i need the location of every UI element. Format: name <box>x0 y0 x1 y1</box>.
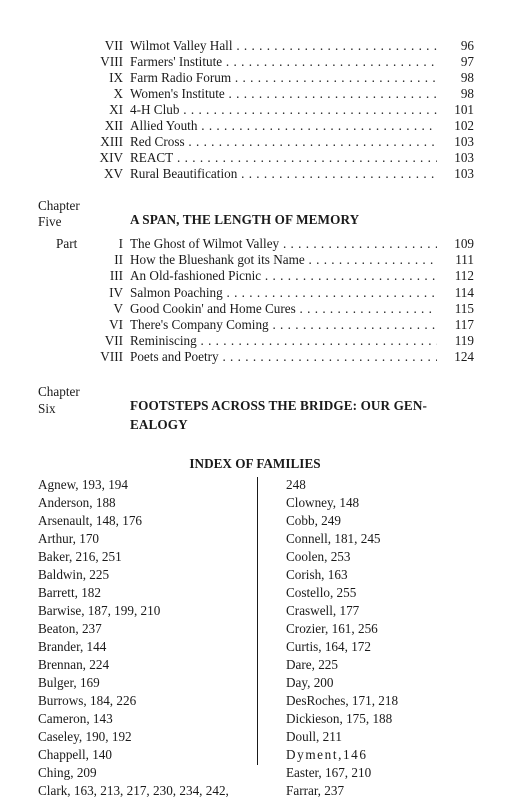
part-number: XIII <box>100 134 123 149</box>
toc-entry <box>0 149 510 166</box>
part-title: Allied Youth . . . <box>130 117 437 134</box>
toc-entry <box>0 300 510 317</box>
part-number: VIII <box>100 54 123 69</box>
part-title: Salmon Poaching . . . <box>130 284 437 301</box>
index-entry: Crozier, 161, 256 <box>286 621 378 636</box>
toc-entry <box>0 332 510 349</box>
part-number: XII <box>104 118 123 133</box>
page-number: 101 <box>454 102 474 117</box>
toc-entry <box>0 69 510 86</box>
part-title: Farm Radio Forum . . . <box>130 69 437 86</box>
page-number: 98 <box>460 70 474 85</box>
index-entry: Cameron, 143 <box>38 711 113 726</box>
index-entry: Dyment,146 <box>286 747 368 762</box>
index-title: INDEX OF FAMILIES <box>189 456 321 471</box>
index-entry: Burrows, 184, 226 <box>38 693 137 708</box>
index-entry: Ching, 209 <box>38 765 97 780</box>
index-entry: Clark, 163, 213, 217, 230, 234, 242, <box>38 783 229 798</box>
index-entry: Costello, 255 <box>286 585 357 600</box>
index-entry: Barwise, 187, 199, 210 <box>38 603 161 618</box>
part-title: 4-H Club . . . <box>130 101 437 118</box>
index-entry: Easter, 167, 210 <box>286 765 372 780</box>
toc-entry <box>0 101 510 118</box>
index-entry: Chappell, 140 <box>38 747 112 762</box>
index-entry: Doull, 211 <box>286 729 342 744</box>
part-title: Women's Institute . . . <box>130 85 437 102</box>
part-title: The Ghost of Wilmot Valley . . . <box>130 235 437 252</box>
page-number: 117 <box>454 317 474 332</box>
index-right-column <box>286 476 398 800</box>
part-number: XIV <box>99 150 123 165</box>
index-entry: Bulger, 169 <box>38 675 100 690</box>
chapter-heading-line1: FOOTSTEPS ACROSS THE BRIDGE: OUR GEN- <box>130 398 427 413</box>
index-entry: Beaton, 237 <box>38 621 102 636</box>
toc-entry <box>0 85 510 102</box>
index-entry: Connell, 181, 245 <box>286 531 381 546</box>
toc-entry <box>0 133 510 150</box>
toc-entry <box>0 117 510 134</box>
part-number: IV <box>109 285 123 300</box>
column-divider <box>257 477 258 765</box>
part-number: VII <box>104 38 123 53</box>
page-number: 112 <box>454 268 474 283</box>
index-entry: Arthur, 170 <box>38 531 100 546</box>
part-title: Rural Beautification . . . <box>130 165 437 182</box>
index-entry: Brander, 144 <box>38 639 107 654</box>
index-entry: Caseley, 190, 192 <box>38 729 132 744</box>
chapter-number: Five <box>38 214 62 229</box>
part-number: VIII <box>100 349 123 364</box>
part-title: Poets and Poetry . . . <box>130 348 437 365</box>
part-number: III <box>109 268 123 283</box>
index-entry: Clowney, 148 <box>286 495 360 510</box>
index-entry: Arsenault, 148, 176 <box>38 513 143 528</box>
page-number: 103 <box>454 166 474 181</box>
toc-entry <box>0 267 510 284</box>
toc-entry <box>0 284 510 301</box>
toc-entry <box>0 348 510 365</box>
part-number: II <box>114 252 123 267</box>
index-entry: Curtis, 164, 172 <box>286 639 371 654</box>
index-entry: Craswell, 177 <box>286 603 360 618</box>
part-title: Red Cross . . . <box>130 133 437 150</box>
page-number: 119 <box>454 333 474 348</box>
chapter-heading-line2: EALOGY <box>130 417 188 432</box>
part-title: An Old-fashioned Picnic . . . <box>130 267 437 284</box>
toc-entry <box>0 235 510 252</box>
chapter-label: Chapter <box>38 384 80 399</box>
index-entry: Agnew, 193, 194 <box>38 477 128 492</box>
index-entry: Anderson, 188 <box>38 495 116 510</box>
part-number: I <box>118 236 123 251</box>
index-entry: Brennan, 224 <box>38 657 110 672</box>
index-entry: Barrett, 182 <box>38 585 101 600</box>
page-number: 98 <box>460 86 474 101</box>
index-entry: Baker, 216, 251 <box>38 549 122 564</box>
page-number: 111 <box>455 252 474 267</box>
toc-entry <box>0 37 510 54</box>
index-entry: Dare, 225 <box>286 657 338 672</box>
page-number: 102 <box>454 118 474 133</box>
part-title: Farmers' Institute . . . <box>130 53 437 70</box>
part-number: XI <box>109 102 123 117</box>
index-entry: Cobb, 249 <box>286 513 341 528</box>
page-number: 103 <box>454 150 474 165</box>
part-number: X <box>113 86 123 101</box>
part-title: There's Company Coming . . . <box>130 316 437 333</box>
index-entry: Baldwin, 225 <box>38 567 110 582</box>
part-number: IX <box>109 70 123 85</box>
page-number: 114 <box>454 285 474 300</box>
page-number: 103 <box>454 134 474 149</box>
part-number: VII <box>104 333 123 348</box>
chapter-number: Six <box>38 401 56 416</box>
page-number: 115 <box>454 301 474 316</box>
page-number: 97 <box>460 54 474 69</box>
chapter-label: Chapter <box>38 198 80 213</box>
part-number: VI <box>109 317 123 332</box>
index-entry: Corish, 163 <box>286 567 348 582</box>
part-number: XV <box>103 166 123 181</box>
index-left-column <box>38 476 229 800</box>
toc-entry <box>0 316 510 333</box>
part-title: REACT . . . <box>130 149 437 166</box>
toc-entry <box>0 53 510 70</box>
part-title: How the Blueshank got its Name . . . <box>130 251 437 268</box>
part-title: Reminiscing . . . <box>130 332 437 349</box>
page-number: 109 <box>454 236 474 251</box>
index-entry: Coolen, 253 <box>286 549 351 564</box>
index-entry: Dickieson, 175, 188 <box>286 711 393 726</box>
chapter-heading: A SPAN, THE LENGTH OF MEMORY <box>130 212 360 227</box>
part-label: Part <box>56 236 78 251</box>
index-entry: Day, 200 <box>286 675 334 690</box>
part-title: Wilmot Valley Hall . . . <box>130 37 437 54</box>
index-entry: Farrar, 237 <box>286 783 345 798</box>
index-entry: DesRoches, 171, 218 <box>286 693 399 708</box>
part-title: Good Cookin' and Home Cures . . . <box>130 300 437 317</box>
toc-entry <box>0 165 510 182</box>
page-number: 124 <box>454 349 474 364</box>
page-number: 96 <box>460 38 474 53</box>
toc-entry <box>0 251 510 268</box>
index-entry: 248 <box>286 477 306 492</box>
part-number: V <box>113 301 123 316</box>
